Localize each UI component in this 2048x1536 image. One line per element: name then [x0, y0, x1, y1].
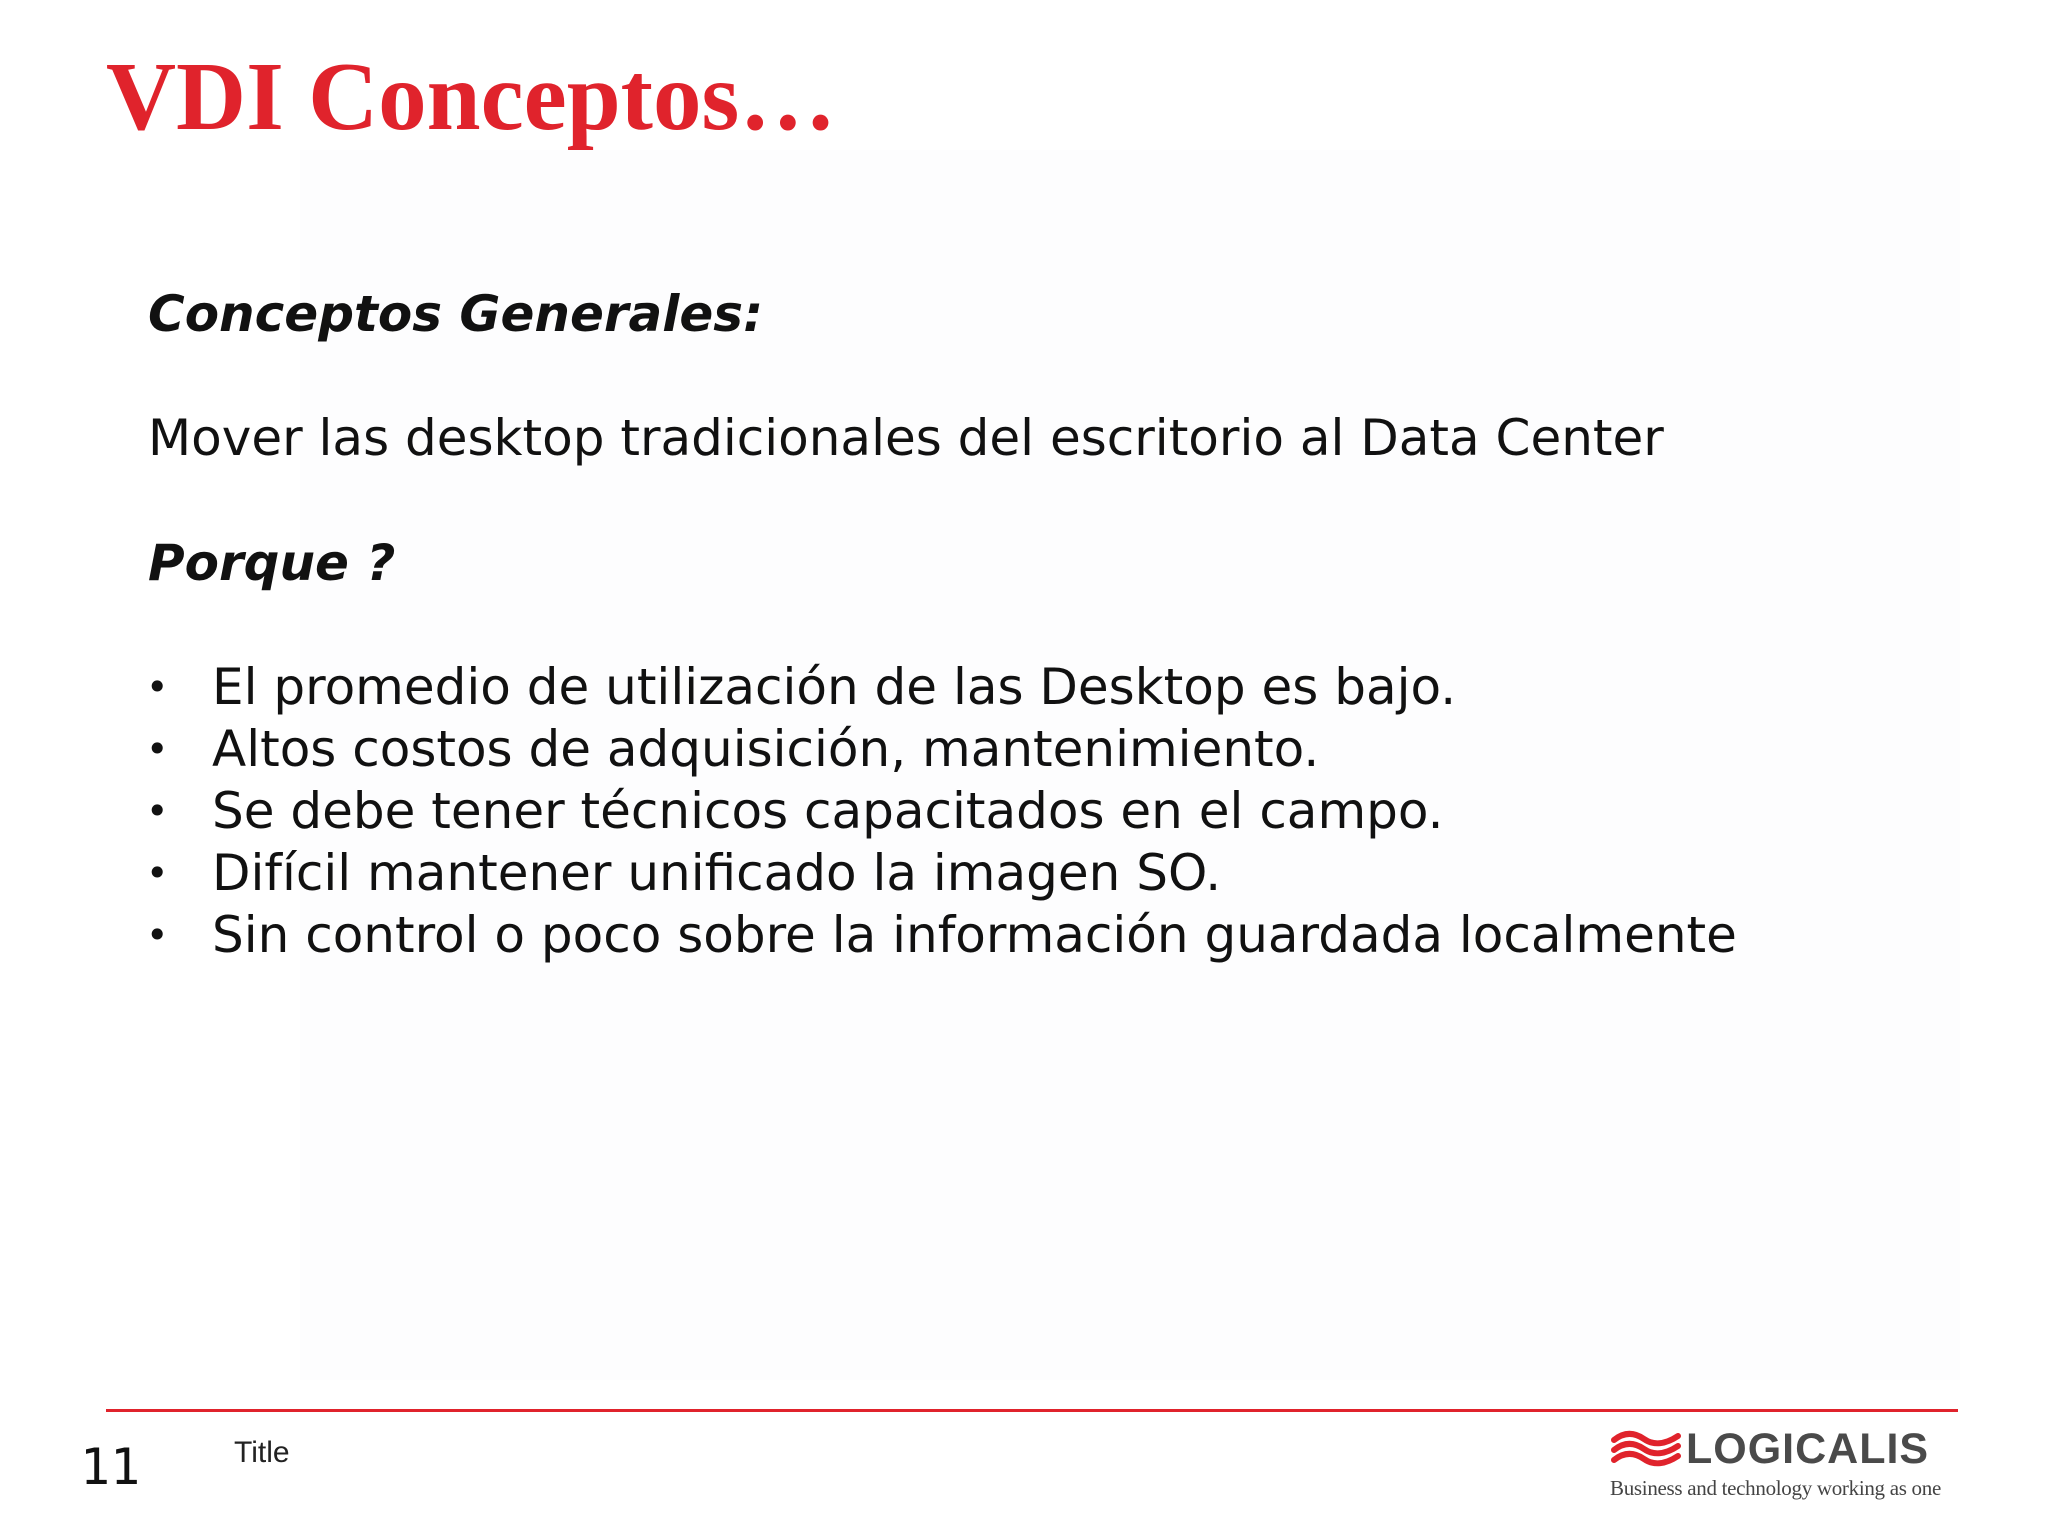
bullet-text: Sin control o poco sobre la información guardada localmente: [212, 906, 1737, 964]
bullet-icon: •: [146, 913, 169, 957]
logo-tagline: Business and technology working as one: [1610, 1476, 1941, 1500]
bullet-icon: •: [146, 665, 169, 709]
footer-divider: [106, 1409, 1958, 1412]
section-heading: Conceptos Generales:: [148, 285, 764, 343]
list-item: [148, 718, 1737, 780]
bullet-text: El promedio de utilización de las Desktop es bajo.: [212, 658, 1457, 716]
logicalis-logo: [1606, 1424, 1958, 1504]
intro-text: Mover las desktop tradicionales del escritorio al Data Center: [148, 409, 1664, 467]
list-item: [148, 904, 1737, 966]
list-item: [148, 842, 1737, 904]
logo-wordmark: LOGICALIS: [1686, 1425, 1930, 1473]
bullet-text: Altos costos de adquisición, mantenimiento.: [212, 720, 1320, 778]
bullet-icon: •: [146, 851, 169, 895]
list-item: [148, 656, 1737, 718]
page-number: 11: [80, 1438, 141, 1496]
list-item: [148, 780, 1737, 842]
bullet-icon: •: [146, 789, 169, 833]
question-heading: Porque ?: [148, 534, 396, 592]
logicalis-wave-icon: [1610, 1430, 1682, 1468]
bullet-list: [148, 656, 1737, 966]
slide-title: VDI Conceptos…: [106, 43, 837, 150]
bullet-text: Se debe tener técnicos capacitados en el campo.: [212, 782, 1444, 840]
bullet-icon: •: [146, 727, 169, 771]
footer-title: Title: [234, 1436, 290, 1469]
bullet-text: Difícil mantener unificado la imagen SO.: [212, 844, 1222, 902]
